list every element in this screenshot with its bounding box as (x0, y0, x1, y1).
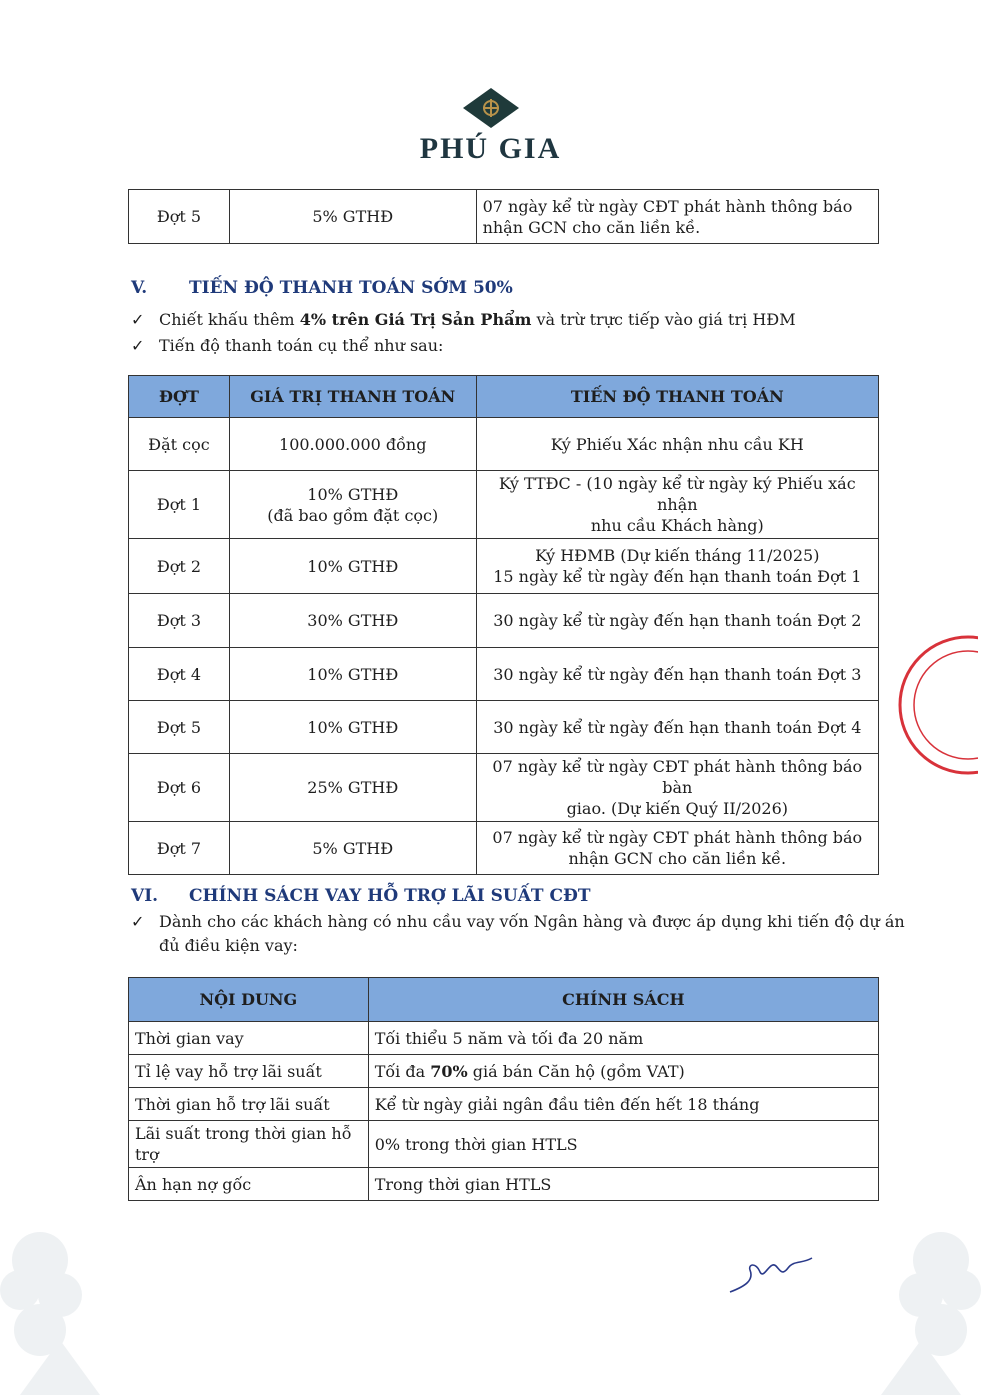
table-cell (476, 594, 878, 648)
table-cell: Đặt cọc (129, 418, 230, 471)
column-header: GIÁ TRỊ THANH TOÁN (229, 376, 476, 418)
company-stamp (868, 630, 978, 780)
table-cell: Đợt 2 (129, 539, 230, 594)
table-row (129, 1055, 879, 1088)
table-row (129, 539, 879, 594)
bullet-bold-text: 4% trên Giá Trị Sản Phẩm (299, 310, 532, 329)
table-cell: Đợt 6 (129, 754, 230, 822)
table-cell (229, 754, 476, 822)
section-number: VI. (131, 886, 159, 906)
cell-line: 100.000.000 đồng (279, 434, 427, 454)
section-heading: CHÍNH SÁCH VAY HỖ TRỢ LÃI SUẤT CĐT (189, 886, 591, 906)
section-v-title (131, 278, 513, 298)
cell-line: 30 ngày kể từ ngày đến hạn thanh toán Đợt 2 (493, 611, 862, 630)
section-vi-title (131, 886, 591, 906)
cell-text: 0% trong thời gian HTLS (374, 1134, 578, 1154)
bullet-schedule (131, 334, 443, 358)
table-cell: Đợt 7 (129, 822, 230, 875)
table-cell (229, 701, 476, 754)
table-cell: Thời gian hỗ trợ lãi suất (129, 1088, 369, 1121)
bullet-text: Chiết khấu thêm (159, 310, 300, 329)
column-header: ĐỢT (129, 376, 230, 418)
diamond-logo-icon (461, 88, 521, 128)
cell-line: 5% GTHĐ (312, 838, 394, 858)
table-cell (368, 1055, 878, 1088)
cell-line: 30 ngày kể từ ngày đến hạn thanh toán Đợt 3 (493, 664, 862, 684)
cell-line: 10% GTHĐ (307, 484, 399, 504)
table-row (129, 701, 879, 754)
table-cell: Đợt 5 (129, 190, 230, 244)
cell-line: Ký Phiếu Xác nhận nhu cầu KH (550, 434, 804, 454)
bullet-text: và trừ trực tiếp vào giá trị HĐM (531, 310, 796, 329)
table-cell (229, 471, 476, 539)
table-cell: Lãi suất trong thời gian hỗ trợ (129, 1121, 369, 1168)
cell-line: 30% GTHĐ (307, 611, 399, 630)
cell-line: giao. (Dự kiến Quý II/2026) (566, 799, 789, 818)
table-cell (476, 471, 878, 539)
table-cell (229, 418, 476, 471)
brand-logo (0, 88, 981, 166)
cell-line: 25% GTHĐ (307, 778, 399, 797)
table-cell: Đợt 5 (129, 701, 230, 754)
table-row (129, 754, 879, 822)
check-icon: ✓ (131, 310, 145, 329)
cell-line: 10% GTHĐ (307, 717, 399, 737)
left-ornament (0, 1180, 110, 1395)
table-cell: Đợt 3 (129, 594, 230, 648)
payment-schedule-table (128, 375, 879, 875)
cell-line: 10% GTHĐ (307, 556, 399, 576)
cell-line: 30 ngày kể từ ngày đến hạn thanh toán Đợt 4 (493, 717, 862, 737)
table-cell (368, 1022, 878, 1055)
cell-text: Trong thời gian HTLS (374, 1174, 552, 1194)
table-row (129, 190, 879, 244)
check-icon: ✓ (131, 336, 145, 355)
bullet-loan-eligibility (131, 910, 905, 958)
table-cell (229, 539, 476, 594)
table-cell (476, 701, 878, 754)
table-cell (229, 822, 476, 875)
table-cell (476, 648, 878, 701)
table-cell: Đợt 1 (129, 471, 230, 539)
table-row (129, 471, 879, 539)
cell-bold-text: 70% (430, 1061, 468, 1081)
bullet-text: Tiến độ thanh toán cụ thể như sau: (159, 336, 444, 355)
table-cell: Thời gian vay (129, 1022, 369, 1055)
cell-line: 07 ngày kể từ ngày CĐT phát hành thông báo (492, 828, 863, 847)
cell-text: Tối thiểu 5 năm và tối đa 20 năm (374, 1028, 644, 1048)
table-cell: Tỉ lệ vay hỗ trợ lãi suất (129, 1055, 369, 1088)
table-cell (229, 594, 476, 648)
table-row (129, 1088, 879, 1121)
column-header: TIẾN ĐỘ THANH TOÁN (476, 376, 878, 418)
table-cell (368, 1088, 878, 1121)
signature (726, 1250, 816, 1300)
table-header-row (129, 376, 879, 418)
cell-line: (đã bao gồm đặt cọc) (267, 505, 439, 525)
cell-line: Ký HĐMB (Dự kiến tháng 11/2025) (535, 546, 820, 565)
section-number: V. (131, 278, 148, 298)
table-row (129, 594, 879, 648)
table-row (129, 822, 879, 875)
table-cell (476, 539, 878, 594)
table-cell: Đợt 4 (129, 648, 230, 701)
table-cell: Ân hạn nợ gốc (129, 1168, 369, 1201)
table-cell: 5% GTHĐ (229, 190, 476, 244)
table-cell (476, 754, 878, 822)
brand-name: PHÚ GIA (419, 132, 562, 165)
cell-text: giá bán Căn hộ (gồm VAT) (467, 1061, 685, 1081)
table-row (129, 1022, 879, 1055)
top-continuation-table (128, 189, 879, 244)
cell-text: Kể từ ngày giải ngân đầu tiên đến hết 18 tháng (374, 1094, 760, 1114)
bullet-discount (131, 308, 796, 332)
table-cell (476, 418, 878, 471)
column-header: NỘI DUNG (129, 978, 369, 1022)
cell-line: Ký TTĐC - (10 ngày kể từ ngày ký Phiếu xác nhận (498, 474, 856, 514)
table-cell (476, 822, 878, 875)
cell-line: 10% GTHĐ (307, 664, 399, 684)
table-header-row (129, 978, 879, 1022)
table-row (129, 648, 879, 701)
cell-line: nhu cầu Khách hàng) (590, 516, 764, 535)
table-row (129, 1168, 879, 1201)
table-cell: 07 ngày kể từ ngày CĐT phát hành thông báo nhận GCN cho căn liền kề. (476, 190, 878, 244)
bullet-text: đủ điều kiện vay: (159, 936, 298, 955)
cell-line: nhận GCN cho căn liền kề. (568, 849, 787, 868)
table-cell (229, 648, 476, 701)
table-row (129, 418, 879, 471)
right-ornament (871, 1180, 981, 1395)
loan-policy-table (128, 977, 879, 1201)
table-cell (368, 1168, 878, 1201)
cell-line: 15 ngày kể từ ngày đến hạn thanh toán Đợt 1 (493, 567, 862, 586)
check-icon: ✓ (131, 912, 145, 931)
table-cell (368, 1121, 878, 1168)
bullet-text: Dành cho các khách hàng có nhu cầu vay vốn Ngân hàng và được áp dụng khi tiến độ dự án (159, 912, 905, 931)
cell-text: Tối đa (374, 1061, 431, 1081)
cell-line: 07 ngày kể từ ngày CĐT phát hành thông báo bàn (492, 757, 863, 797)
section-heading: TIẾN ĐỘ THANH TOÁN SỚM 50% (189, 278, 513, 298)
table-row (129, 1121, 879, 1168)
column-header: CHÍNH SÁCH (368, 978, 878, 1022)
